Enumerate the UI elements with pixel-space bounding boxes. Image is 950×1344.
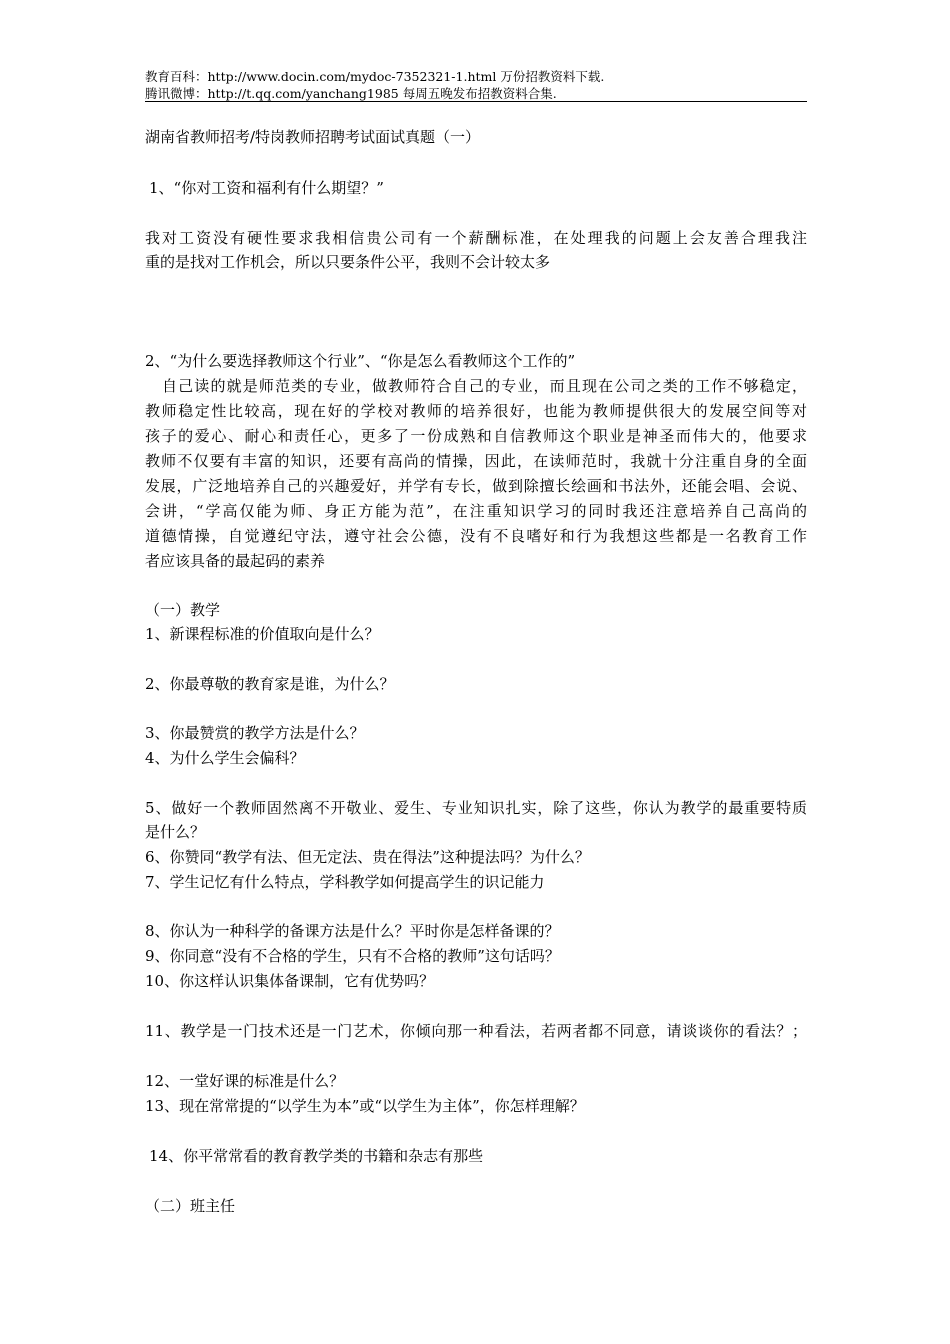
teaching-question-5: 5、做好一个教师固然离不开敬业、爱生、专业知识扎实，除了这些，你认为教学的最重要特质 <box>145 799 807 817</box>
teaching-question-14: 14、你平常常看的教育教学类的书籍和杂志有那些 <box>149 1147 484 1165</box>
header-line-docin: 教育百科：http://www.docin.com/mydoc-7352321-1.html 万份招教资料下载. <box>145 69 605 84</box>
answer-2-line-3: 孩子的爱心、耐心和责任心，更多了一份成熟和自信教师这个职业是神圣而伟大的，他要求 <box>145 427 807 445</box>
teaching-question-6: 6、你赞同“教学有法、但无定法、贵在得法”这种提法吗？为什么？ <box>145 848 590 866</box>
teaching-question-2: 2、你最尊敬的教育家是谁，为什么？ <box>145 675 395 693</box>
question-2: 2、“为什么要选择教师这个行业”、“你是怎么看教师这个工作的” <box>145 352 576 370</box>
question-1: 1、“你对工资和福利有什么期望？” <box>149 179 384 197</box>
answer-2-line-2: 教师稳定性比较高，现在好的学校对教师的培养很好，也能为教师提供很大的发展空间等对 <box>145 402 807 420</box>
answer-2-line-7: 道德情操，自觉遵纪守法，遵守社会公德，没有不良嗜好和行为我想这些都是一名教育工作 <box>145 527 807 545</box>
teaching-question-9: 9、你同意“没有不合格的学生，只有不合格的教师”这句话吗？ <box>145 947 560 965</box>
teaching-question-12: 12、一堂好课的标准是什么？ <box>145 1072 345 1090</box>
answer-1-line-2: 重的是找对工作机会，所以只要条件公平，我则不会计较太多 <box>145 253 551 271</box>
section-heading-class-teacher: （二）班主任 <box>145 1197 236 1215</box>
document-title: 湖南省教师招考/特岗教师招聘考试面试真题（一） <box>145 128 481 146</box>
answer-2-line-8: 者应该具备的最起码的素养 <box>145 552 326 570</box>
answer-2-line-5: 发展，广泛地培养自己的兴趣爱好，并学有专长，做到除擅长绘画和书法外，还能会唱、会说、 <box>145 477 807 495</box>
teaching-question-10: 10、你这样认识集体备课制，它有优势吗？ <box>145 972 435 990</box>
teaching-question-3: 3、你最赞赏的教学方法是什么？ <box>145 724 365 742</box>
answer-1-line-1: 我对工资没有硬性要求我相信贵公司有一个薪酬标准，在处理我的问题上会友善合理我注 <box>145 229 807 247</box>
page-header <box>145 68 807 102</box>
answer-2-line-6: 会讲，“学高仅能为师、身正方能为范”，在注重知识学习的同时我还注意培养自己高尚的 <box>145 502 807 520</box>
teaching-question-4: 4、为什么学生会偏科？ <box>145 749 305 767</box>
teaching-question-13: 13、现在常常提的“以学生为本”或“以学生为主体”，你怎样理解？ <box>145 1097 585 1115</box>
answer-2-line-4: 教师不仅要有丰富的知识，还要有高尚的情操，因此，在读师范时，我就十分注重自身的全面 <box>145 452 807 470</box>
answer-2-line-1: 自己读的就是师范类的专业，做教师符合自己的专业，而且现在公司之类的工作不够稳定， <box>162 377 807 395</box>
section-heading-teaching: （一）教学 <box>145 601 221 619</box>
teaching-question-5-cont: 是什么？ <box>145 823 206 841</box>
teaching-question-1: 1、新课程标准的价值取向是什么？ <box>145 625 380 643</box>
teaching-question-7: 7、学生记忆有什么特点，学科教学如何提高学生的识记能力 <box>145 873 545 891</box>
header-line-weibo: 腾讯微博：http://t.qq.com/yanchang1985 每周五晚发布招教资料合集. <box>145 86 557 101</box>
teaching-question-8: 8、你认为一种科学的备课方法是什么？平时你是怎样备课的？ <box>145 922 560 940</box>
teaching-question-11: 11、教学是一门技术还是一门艺术，你倾向那一种看法，若两者都不同意，请谈谈你的看法？； <box>145 1022 807 1040</box>
header-divider <box>145 101 807 102</box>
